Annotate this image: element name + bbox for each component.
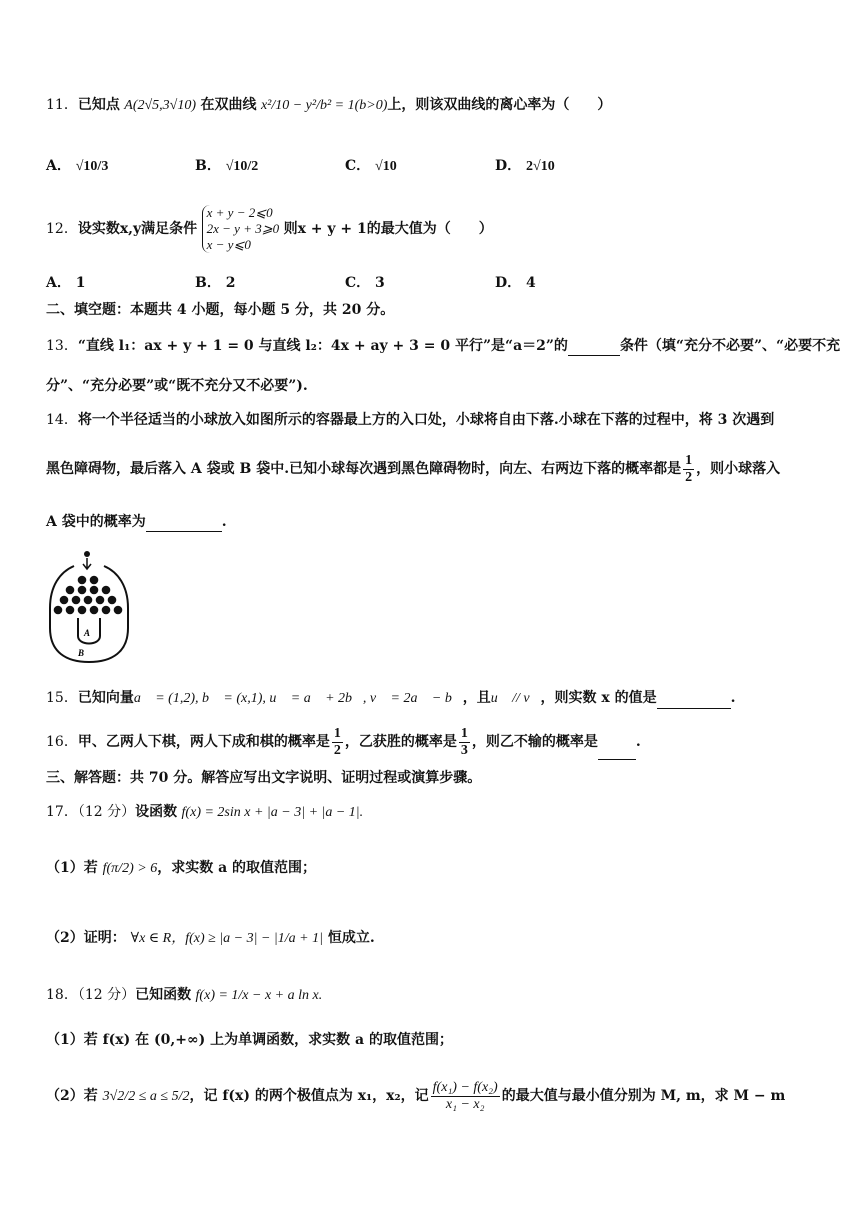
q16-number: 16． [46, 734, 78, 750]
q18-part-2-range: 3√2/2 ≤ a ≤ 5/2 [102, 1089, 190, 1104]
q18-part-2-text-a: 若 [83, 1088, 98, 1104]
q12-condition-1: x + y − 2⩽0 [206, 205, 273, 220]
q17-score: （12 分） [77, 804, 136, 820]
q14-number: 14． [46, 412, 78, 428]
q18-part-1 [46, 1030, 828, 1050]
q14-text-3: A 袋中的概率为 [46, 514, 146, 530]
q16-text-a: 甲、乙两人下棋，两人下成和棋的概率是 [77, 734, 330, 750]
q18-part-1-text: 若 f(x) 在 (0,+∞) 上为单调函数，求实数 a 的取值范围； [83, 1032, 453, 1048]
q12-choice-d: D． 4 [495, 275, 536, 291]
q18-number: 18． [46, 987, 78, 1003]
q15-text-a: 已知向量 [77, 690, 134, 706]
q11-text-c: 上，则该双曲线的离心率为（ ） [387, 97, 612, 113]
q14-fraction: $\frac{1}{2}$ [685, 452, 693, 485]
q12-condition-3: x − y⩽0 [206, 237, 251, 252]
q18-stem [46, 985, 828, 1006]
q18-part-2 [46, 1076, 828, 1117]
q18-part-2-fraction: $\frac{\text{f(x₁) − f(x₂)}}{\text{x₁ − x₂}}$ [432, 1079, 498, 1112]
q18-text: 已知函数 [135, 987, 192, 1003]
q17-part-2-text-a: 证明： [83, 930, 126, 946]
container-outline [50, 566, 128, 662]
q11-choice-d: D． 2√10 [495, 158, 555, 174]
q12-stem [46, 205, 828, 253]
q16-line: 16．甲、乙两人下棋，两人下成和棋的概率是 $\frac{1}{2}$ ，乙获胜的概率是 $\frac{1}{3}$ ，则乙不输的概率是 . [46, 724, 828, 760]
q11-choice-b: B． √10/2 [195, 158, 259, 174]
q14-answer-blank [146, 515, 222, 532]
q11-point: A(2√5,3√10) [124, 98, 197, 113]
q13-line-2: 分”、“充分必要”或“既不充分又不必要”). [46, 378, 308, 394]
q14-line-2 [46, 452, 828, 486]
section-2-heading: 二、填空题：本题共 4 小题，每小题 5 分，共 20 分。 [46, 302, 395, 318]
q12-choice-b: B． 2 [195, 275, 236, 291]
entry-arrow-icon [83, 558, 91, 569]
q16-fraction-2: $\frac{1}{3}$ [460, 725, 468, 758]
q16-answer-blank [598, 743, 636, 760]
q16-fraction-1: $\frac{1}{2}$ [333, 725, 341, 758]
section-3-heading: 三、解答题：共 70 分。解答应写出文字说明、证明过程或演算步骤。 [46, 770, 482, 786]
q14-line-3: A 袋中的概率为 . [46, 514, 227, 530]
q11-text-a: 已知点 [77, 97, 120, 113]
q15-parallel: u⃗ // v⃗ [490, 691, 541, 706]
q18-part-2-text-c: 的最大值与最小值分别为 M, m，求 M − m [501, 1088, 786, 1104]
q17-part-1 [46, 858, 828, 879]
entry-ball-icon [84, 551, 90, 557]
q15-number: 15． [46, 690, 78, 706]
q12-text-b: 则x + y + 1的最大值为（ ） [283, 221, 493, 237]
q12-conditions [202, 205, 279, 253]
q12-choice-c: C． 3 [345, 275, 385, 291]
q11-stem [46, 95, 828, 116]
q17-part-1-text-b: ，求实数 a 的取值范围； [157, 860, 317, 876]
q12-number: 12． [46, 221, 78, 237]
q13-text-1: “直线 l₁：ax + y + 1 = 0 与直线 l₂：4x + ay + 3 = 0 平行”是“a＝2”的 [77, 338, 568, 354]
bag-a-label: A [84, 628, 91, 638]
q15-answer-blank [657, 692, 731, 709]
q11-text-b: 在双曲线 [200, 97, 257, 113]
q17-part-1-text-a: 若 [83, 860, 98, 876]
q17-number: 17． [46, 804, 78, 820]
q13-answer-blank [568, 339, 620, 356]
q18-part-2-text-b: ，记 f(x) 的两个极值点为 x₁，x₂，记 [189, 1088, 429, 1104]
q14-text-1: 将一个半径适当的小球放入如图所示的容器最上方的入口处，小球将自由下落.小球在下落的过程中，将 3 次遇到 [77, 412, 775, 428]
q12-text-a: 设实数x,y满足条件 [77, 221, 198, 237]
q17-part-1-expr: f(π/2) > 6 [102, 861, 158, 876]
q18-part-2-label: （2） [46, 1088, 84, 1104]
q17-part-2-expr: ∀x ∈ R，f(x) ≥ |a − 3| − |1/a + 1| [130, 931, 323, 946]
q11-hyperbola: x²/10 − y²/b² = 1(b>0) [260, 98, 388, 113]
q13-line-1 [46, 336, 841, 356]
q14-text-2a: 黑色障碍物，最后落入 A 袋或 B 袋中.已知小球每次遇到黑色障碍物时，向左、右两边下落的概率都是 [46, 461, 682, 477]
q14-container-figure [44, 548, 134, 666]
q11-number: 11． [46, 97, 78, 113]
q11-choice-a: A． √10/3 [46, 158, 109, 174]
q13-number: 13． [46, 338, 78, 354]
q17-part-2 [46, 928, 828, 949]
q15-text-c: ，则实数 x 的值是 [540, 690, 657, 706]
q17-part-2-text-b: 恒成立. [327, 930, 375, 946]
q18-score: （12 分） [77, 987, 136, 1003]
q12-condition-2: 2x − y + 3⩾0 [206, 221, 280, 236]
q15-line: 15．已知向量a⃗ = (1,2), b⃗ = (x,1), u⃗ = a⃗ + 2b⃗, v⃗ = 2a⃗ − b⃗，且u⃗ // v⃗，则实数 x 的值是 . [46, 688, 828, 709]
q11-choice-c: C． √10 [345, 158, 397, 174]
obstacle-grid [54, 576, 123, 615]
q16-text-b: ，乙获胜的概率是 [344, 734, 457, 750]
q13-text-1-tail: 条件（填“充分不必要”、“必要不充 [619, 338, 841, 354]
q16-text-c: ，则乙不输的概率是 [471, 734, 598, 750]
q12-choice-a: A． 1 [46, 275, 86, 291]
q17-stem [46, 802, 828, 823]
q14-text-2b: ，则小球落入 [696, 461, 781, 477]
q17-function: f(x) = 2sin x + |a − 3| + |a − 1|. [181, 805, 364, 820]
q18-part-1-label: （1） [46, 1032, 84, 1048]
q18-function: f(x) = 1/x − x + a ln x. [195, 988, 323, 1003]
bag-b-label: B [78, 648, 85, 658]
q15-vectors: a⃗ = (1,2), b⃗ = (x,1), u⃗ = a⃗ + 2b⃗, v⃗ = 2a⃗ − b⃗ [133, 691, 463, 706]
q17-text: 设函数 [135, 804, 178, 820]
q17-part-1-label: （1） [46, 860, 84, 876]
q15-text-b: ，且 [462, 690, 491, 706]
q14-line-1 [46, 410, 828, 430]
q17-part-2-label: （2） [46, 930, 84, 946]
